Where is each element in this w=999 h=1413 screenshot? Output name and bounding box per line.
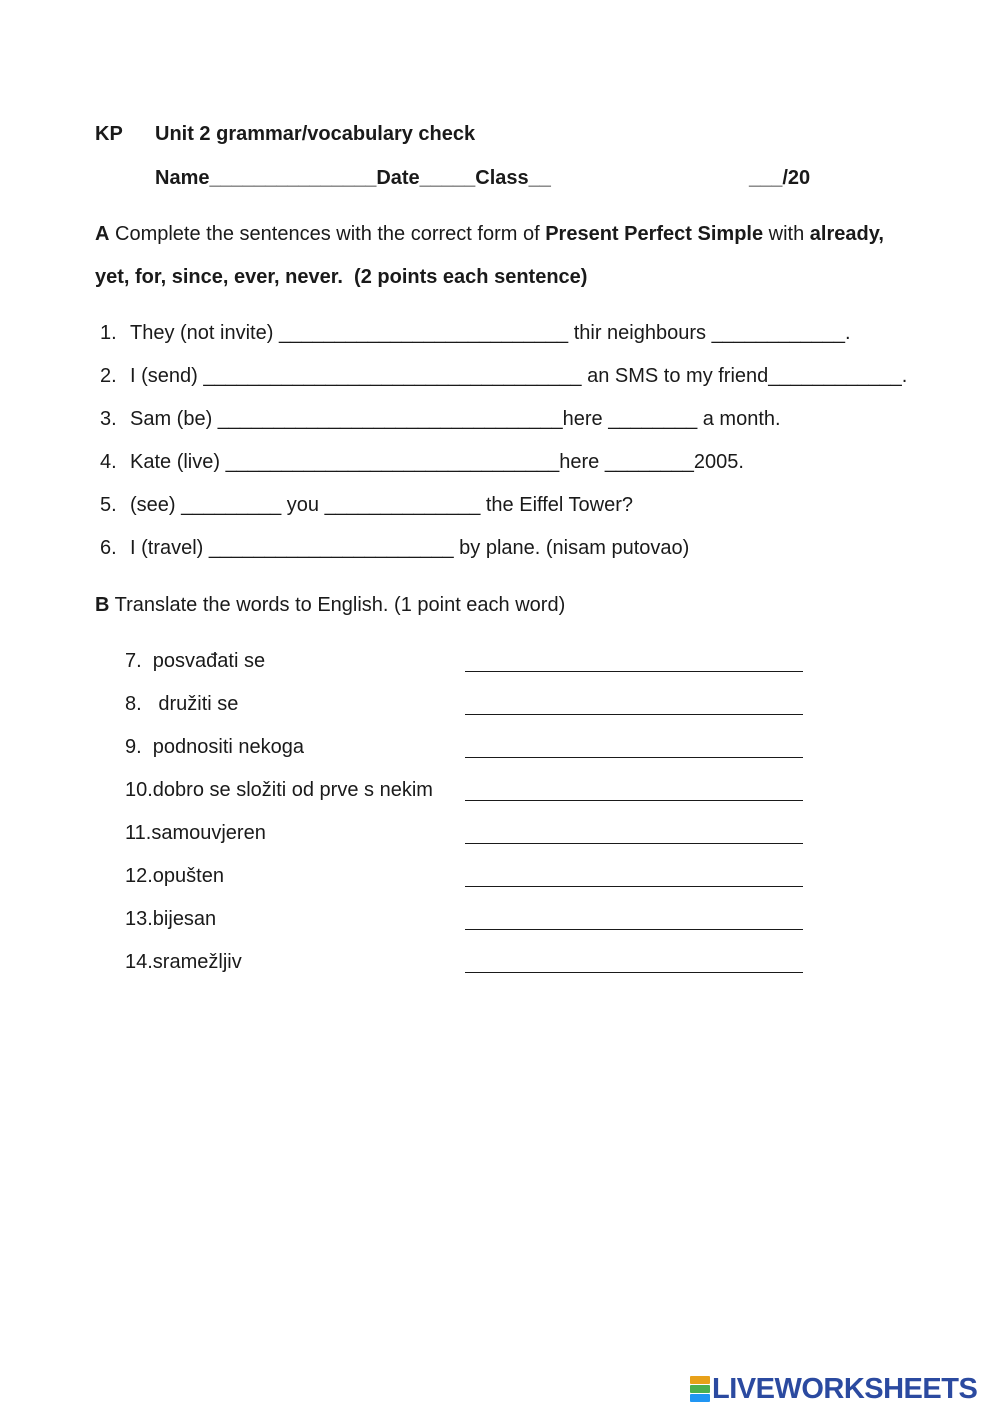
- item-text: I (travel) ______________________ by plane. (nisam putovao): [130, 537, 690, 559]
- answer-line[interactable]: [465, 929, 803, 930]
- item-number: 3.: [100, 408, 117, 430]
- item-text: They (not invite) __________________________ thir neighbours ____________.: [130, 322, 851, 344]
- vocab-word: 8. družiti se: [125, 693, 239, 715]
- page-title: Unit 2 grammar/vocabulary check: [155, 123, 476, 145]
- vocab-word: 13.bijesan: [125, 908, 217, 930]
- list-item[interactable]: [100, 320, 851, 346]
- liveworksheets-logo[interactable]: [690, 1374, 977, 1404]
- answer-line[interactable]: [465, 757, 803, 758]
- item-number: 6.: [100, 537, 117, 559]
- section-a-words-2: yet, for, since, ever, never. (2 points each sentence): [95, 266, 588, 288]
- score-field[interactable]: ___/20: [749, 167, 811, 189]
- logo-mark-icon: [690, 1376, 710, 1402]
- vocab-word: 12.opušten: [125, 865, 224, 887]
- logo-bar-2: [690, 1385, 710, 1393]
- answer-line[interactable]: [465, 671, 803, 672]
- item-text: (see) _________ you ______________ the Eiffel Tower?: [130, 494, 633, 516]
- list-item[interactable]: [100, 492, 633, 518]
- item-text: I (send) __________________________________ an SMS to my friend____________.: [130, 365, 908, 387]
- course-code: KP: [95, 123, 123, 145]
- answer-line[interactable]: [465, 714, 803, 715]
- section-a-intro-1: Complete the sentences with the correct form of: [109, 223, 546, 245]
- vocab-word: 11.samouvjeren: [125, 822, 266, 844]
- vocab-word: 10.dobro se složiti od prve s nekim: [125, 779, 433, 801]
- answer-line[interactable]: [465, 843, 803, 844]
- answer-line[interactable]: [465, 972, 803, 973]
- list-item[interactable]: [100, 406, 781, 432]
- list-item[interactable]: [100, 363, 907, 389]
- section-a-letter: A: [95, 223, 110, 245]
- item-number: 1.: [100, 322, 117, 344]
- vocab-word: 14.sramežljiv: [125, 951, 242, 973]
- section-b-intro: Translate the words to English. (1 point each word): [109, 594, 566, 616]
- brand-name: LIVEWORKSHEETS: [712, 1372, 978, 1405]
- list-item[interactable]: [100, 535, 689, 561]
- list-item[interactable]: [100, 449, 744, 475]
- item-text: Sam (be) _______________________________here ________ a month.: [130, 408, 781, 430]
- item-number: 2.: [100, 365, 117, 387]
- answer-line[interactable]: [465, 800, 803, 801]
- item-number: 5.: [100, 494, 117, 516]
- section-b-letter: B: [95, 594, 110, 616]
- section-b-instructions: [95, 592, 565, 618]
- section-a-words-1: already,: [809, 223, 884, 245]
- vocab-word: 9. podnositi nekoga: [125, 736, 305, 758]
- section-a-instructions: [95, 221, 884, 247]
- section-a-intro-2: with: [763, 223, 810, 245]
- logo-bar-3: [690, 1394, 710, 1402]
- item-text: Kate (live) ______________________________here ________2005.: [130, 451, 744, 473]
- student-fields[interactable]: Name_______________Date_____Class__: [155, 167, 551, 189]
- item-number: 4.: [100, 451, 117, 473]
- vocab-word: 7. posvađati se: [125, 650, 266, 672]
- logo-bar-1: [690, 1376, 710, 1384]
- section-a-tense: Present Perfect Simple: [545, 223, 764, 245]
- answer-line[interactable]: [465, 886, 803, 887]
